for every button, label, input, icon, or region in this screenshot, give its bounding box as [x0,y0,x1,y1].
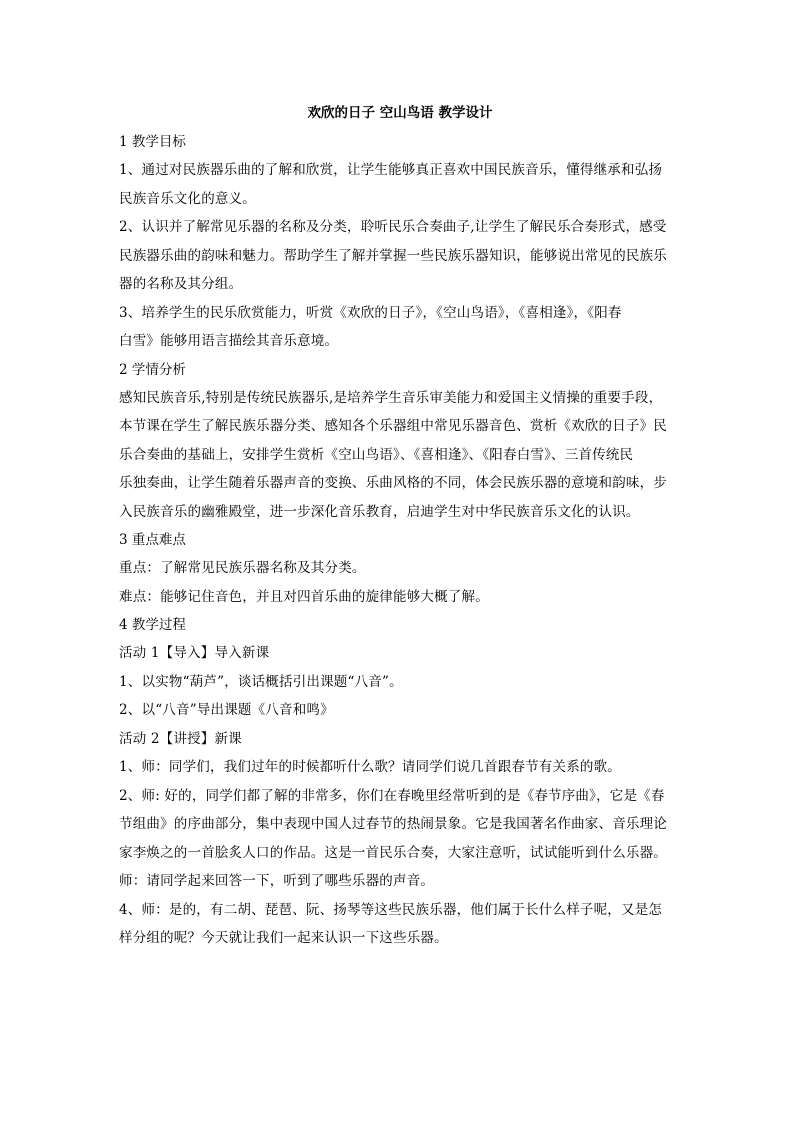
paragraph [119,554,681,583]
paragraph-line: 感知民族音乐,特别是传统民族器乐,是培养学生音乐审美能力和爱国主义情操的重要手段， [119,389,663,406]
paragraph-line: 1、通过对民族器乐曲的了解和欣赏，让学生能够真正喜欢中国民族音乐，懂得继承和弘扬 [119,162,663,178]
paragraph-line: 重点：了解常见民族乐器名称及其分类。 [119,560,366,576]
paragraph-line: 民族音乐文化的意义。 [119,190,256,207]
paragraph [119,725,681,754]
paragraph-line: 2、以“八音”导出课题《八音和鸣》 [119,702,334,718]
paragraph-line: 1、以实物“葫芦”，谈话概括引出课题“八音”。 [119,673,403,690]
paragraph-line: 2、认识并了解常见乐器的名称及分类，聆听民乐合奏曲子,让学生了解民乐合奏形式，感受 [119,219,667,235]
paragraph-line: 节组曲》的序曲部分，集中表现中国人过春节的热闹景象。它是我国著名作曲家、音乐理论 [119,816,667,832]
section-heading: 3 重点难点 [119,532,186,548]
section-heading: 2 学情分析 [119,361,186,378]
paragraph [119,696,681,725]
paragraph-line: 入民族音乐的幽雅殿堂，进一步深化音乐教育，启迪学生对中华民族音乐文化的认识。 [119,503,640,520]
section-heading: 4 教学过程 [119,617,186,633]
paragraph-line: 乐独奏曲，让学生随着乐器声音的变换、乐曲风格的不同，体会民族乐器的意境和韵味，步 [119,475,667,491]
paragraph-line: 器的名称及其分组。 [119,276,243,292]
paragraph-line: 民族器乐曲的韵味和魅力。帮助学生了解并掌握一些民族乐器知识，能够说出常见的民族乐 [119,247,667,264]
paragraph [119,753,681,782]
paragraph-line: 本节课在学生了解民族乐器分类、感知各个乐器组中常见乐器音色、赏析《欢欣的日子》民 [119,418,667,434]
paragraph [119,384,681,527]
document-body [119,128,681,953]
paragraph-line: 乐合奏曲的基础上，安排学生赏析《空山鸟语》、《喜相逢》、《阳春白雪》、三首传统民 [119,446,634,463]
document-page [119,100,681,953]
document-title: 欢欣的日子 空山鸟语 教学设计 [307,105,493,121]
paragraph [119,668,681,697]
section-heading: 1 教学目标 [119,134,186,150]
paragraph-line: 活动 2【讲授】新课 [119,730,242,747]
paragraph-line: 1、师：同学们，我们过年的时候都听什么歌？请同学们说几首跟春节有关系的歌。 [119,759,621,775]
paragraph-line: 白雪》能够用语言描绘其音乐意境。 [119,333,339,349]
paragraph-line: 难点：能够记住音色，并且对四首乐曲的旋律能够大概了解。 [119,588,489,605]
paragraph-line: 2、师: 好的，同学们都了解的非常多，你们在春晚里经常听到的是《春节序曲》，它是《春 [119,787,665,804]
paragraph [119,896,681,953]
paragraph-line: 师：请同学起来回答一下，听到了哪些乐器的声音。 [119,873,435,889]
paragraph-line: 样分组的呢？今天就让我们一起来认识一下这些乐器。 [119,930,448,946]
paragraph [119,299,681,356]
paragraph [119,782,681,896]
paragraph [119,213,681,299]
paragraph-line: 活动 1【导入】导入新课 [119,645,270,661]
paragraph-line: 3、培养学生的民乐欣赏能力，听赏《欢欣的日子》，《空山鸟语》，《喜相逢》，《阳春 [119,304,622,321]
paragraph [119,156,681,213]
paragraph-line: 4、师：是的，有二胡、琵琶、阮、扬琴等这些民族乐器，他们属于长什么样子呢，又是怎 [119,901,663,918]
paragraph [119,639,681,668]
paragraph-line: 家李焕之的一首脍炙人口的作品。这是一首民乐合奏，大家注意听，试试能听到什么乐器。 [119,844,667,861]
paragraph [119,583,681,612]
